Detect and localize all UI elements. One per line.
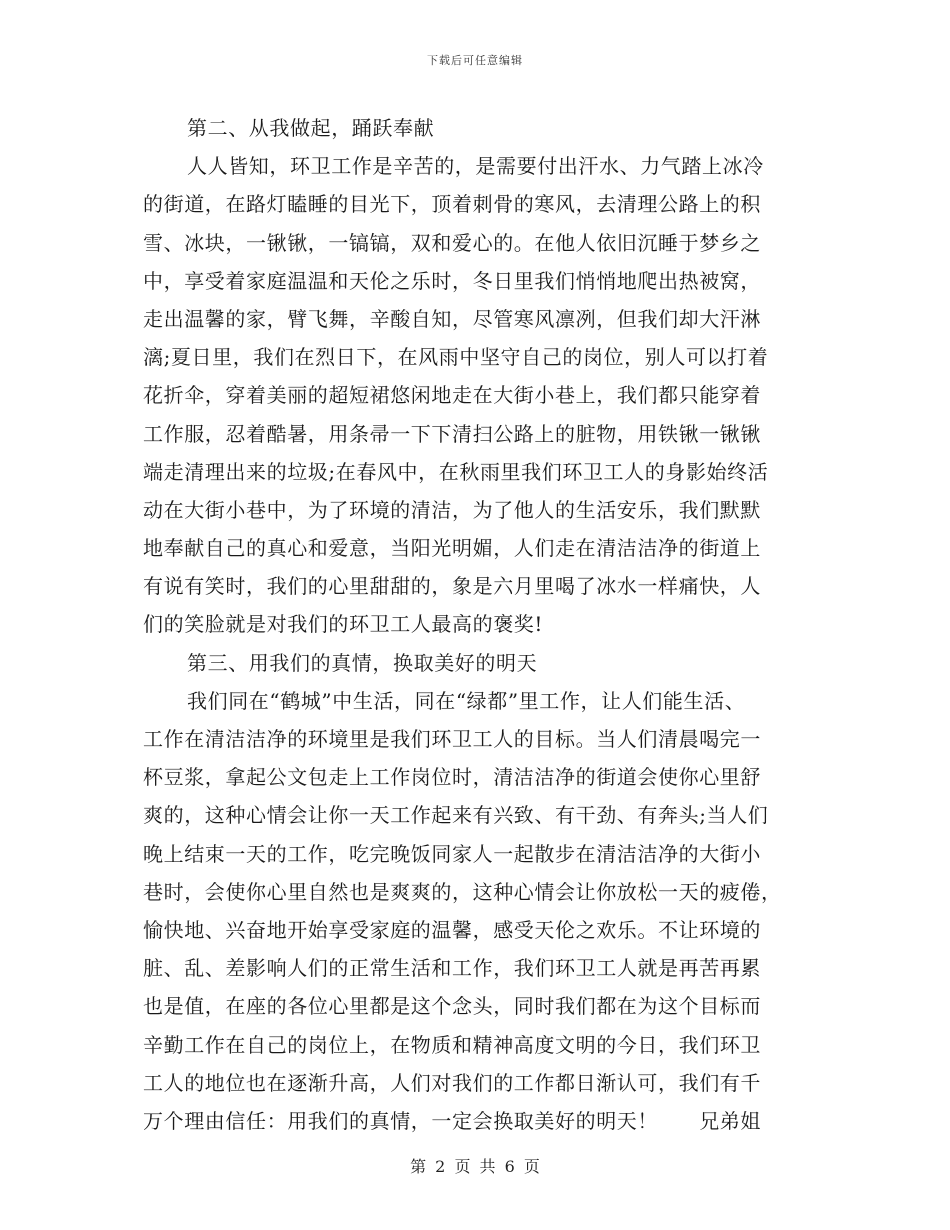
paragraph-line: 万个理由信任：用我们的真情，一定会换取美好的明天！ 兄弟姐 — [143, 1108, 761, 1133]
page-header: 下载后可任意编辑 — [427, 54, 523, 67]
document-body — [143, 109, 807, 1140]
paragraph-line: 辛勤工作在自己的岗位上，在物质和精神高度文明的今日，我们环卫 — [143, 1032, 761, 1057]
paragraph-line: 工人的地位也在逐渐升高，人们对我们的工作都日渐认可，我们有千 — [143, 1070, 761, 1095]
section-heading: 第二、从我做起，踊跃奉献 — [187, 116, 435, 140]
paragraph-line: 地奉献自己的真心和爱意，当阳光明媚，人们走在清洁洁净的街道上 — [143, 536, 761, 561]
paragraph-line: 端走清理出来的垃圾;在春风中，在秋雨里我们环卫工人的身影始终活 — [143, 459, 769, 484]
paragraph-line: 动在大街小巷中，为了环境的清洁，为了他人的生活安乐，我们默默 — [143, 497, 761, 522]
paragraph-line: 们的笑脸就是对我们的环卫工人最高的褒奖! — [143, 612, 544, 637]
paragraph-line: 人人皆知，环卫工作是辛苦的，是需要付出汗水、力气踏上冰冷 — [187, 154, 764, 179]
paragraph-line: 花折伞，穿着美丽的超短裙悠闲地走在大街小巷上，我们都只能穿着 — [143, 383, 761, 408]
paragraph-line: 脏、乱、差影响人们的正常生活和工作，我们环卫工人就是再苦再累 — [143, 956, 761, 981]
paragraph-line: 有说有笑时，我们的心里甜甜的，象是六月里喝了冰水一样痛快，人 — [143, 574, 761, 599]
paragraph-line: 工作在清洁洁净的环境里是我们环卫工人的目标。当人们清晨喝完一 — [143, 727, 761, 751]
paragraph-line: 走出温馨的家，臂飞舞，辛酸自知，尽管寒风凛冽，但我们却大汗淋 — [143, 306, 761, 331]
page-number: 第 2 页 共 6 页 — [410, 1157, 540, 1176]
paragraph-line: 也是值，在座的各位心里都是这个念头，同时我们都在为这个目标而 — [143, 994, 761, 1019]
paragraph-line: 晚上结束一天的工作，吃完晚饭同家人一起散步在清洁洁净的大街小 — [143, 841, 761, 866]
paragraph-line: 工作服，忍着酷暑，用条帚一下下清扫公路上的脏物，用铁锹一锹锹 — [143, 421, 761, 446]
section-heading: 第三、用我们的真情，换取美好的明天 — [187, 650, 538, 675]
paragraph-line: 巷时，会使你心里自然也是爽爽的，这种心情会让你放松一天的疲倦， — [143, 879, 782, 904]
paragraph-line: 爽的，这种心情会让你一天工作起来有兴致、有干劲、有奔头;当人们 — [143, 803, 769, 828]
paragraph-line: 漓;夏日里，我们在烈日下，在风雨中坚守自己的岗位，别人可以打着 — [143, 345, 769, 370]
paragraph-line: 我们同在“鹤城”中生活，同在“绿都”里工作，让人们能生活、 — [187, 688, 746, 713]
paragraph-line: 雪、冰块，一锹锹，一镐镐，双和爱心的。在他人依旧沉睡于梦乡之 — [143, 230, 761, 255]
paragraph-line: 愉快地、兴奋地开始享受家庭的温馨，感受天伦之欢乐。不让环境的 — [143, 917, 761, 942]
paragraph-line: 中，享受着家庭温温和天伦之乐时，冬日里我们悄悄地爬出热被窝， — [143, 268, 761, 293]
paragraph-line: 杯豆浆，拿起公文包走上工作岗位时，清洁洁净的街道会使你心里舒 — [143, 765, 761, 790]
paragraph-line: 的街道，在路灯瞌睡的目光下，顶着刺骨的寒风，去清理公路上的积 — [143, 192, 761, 217]
